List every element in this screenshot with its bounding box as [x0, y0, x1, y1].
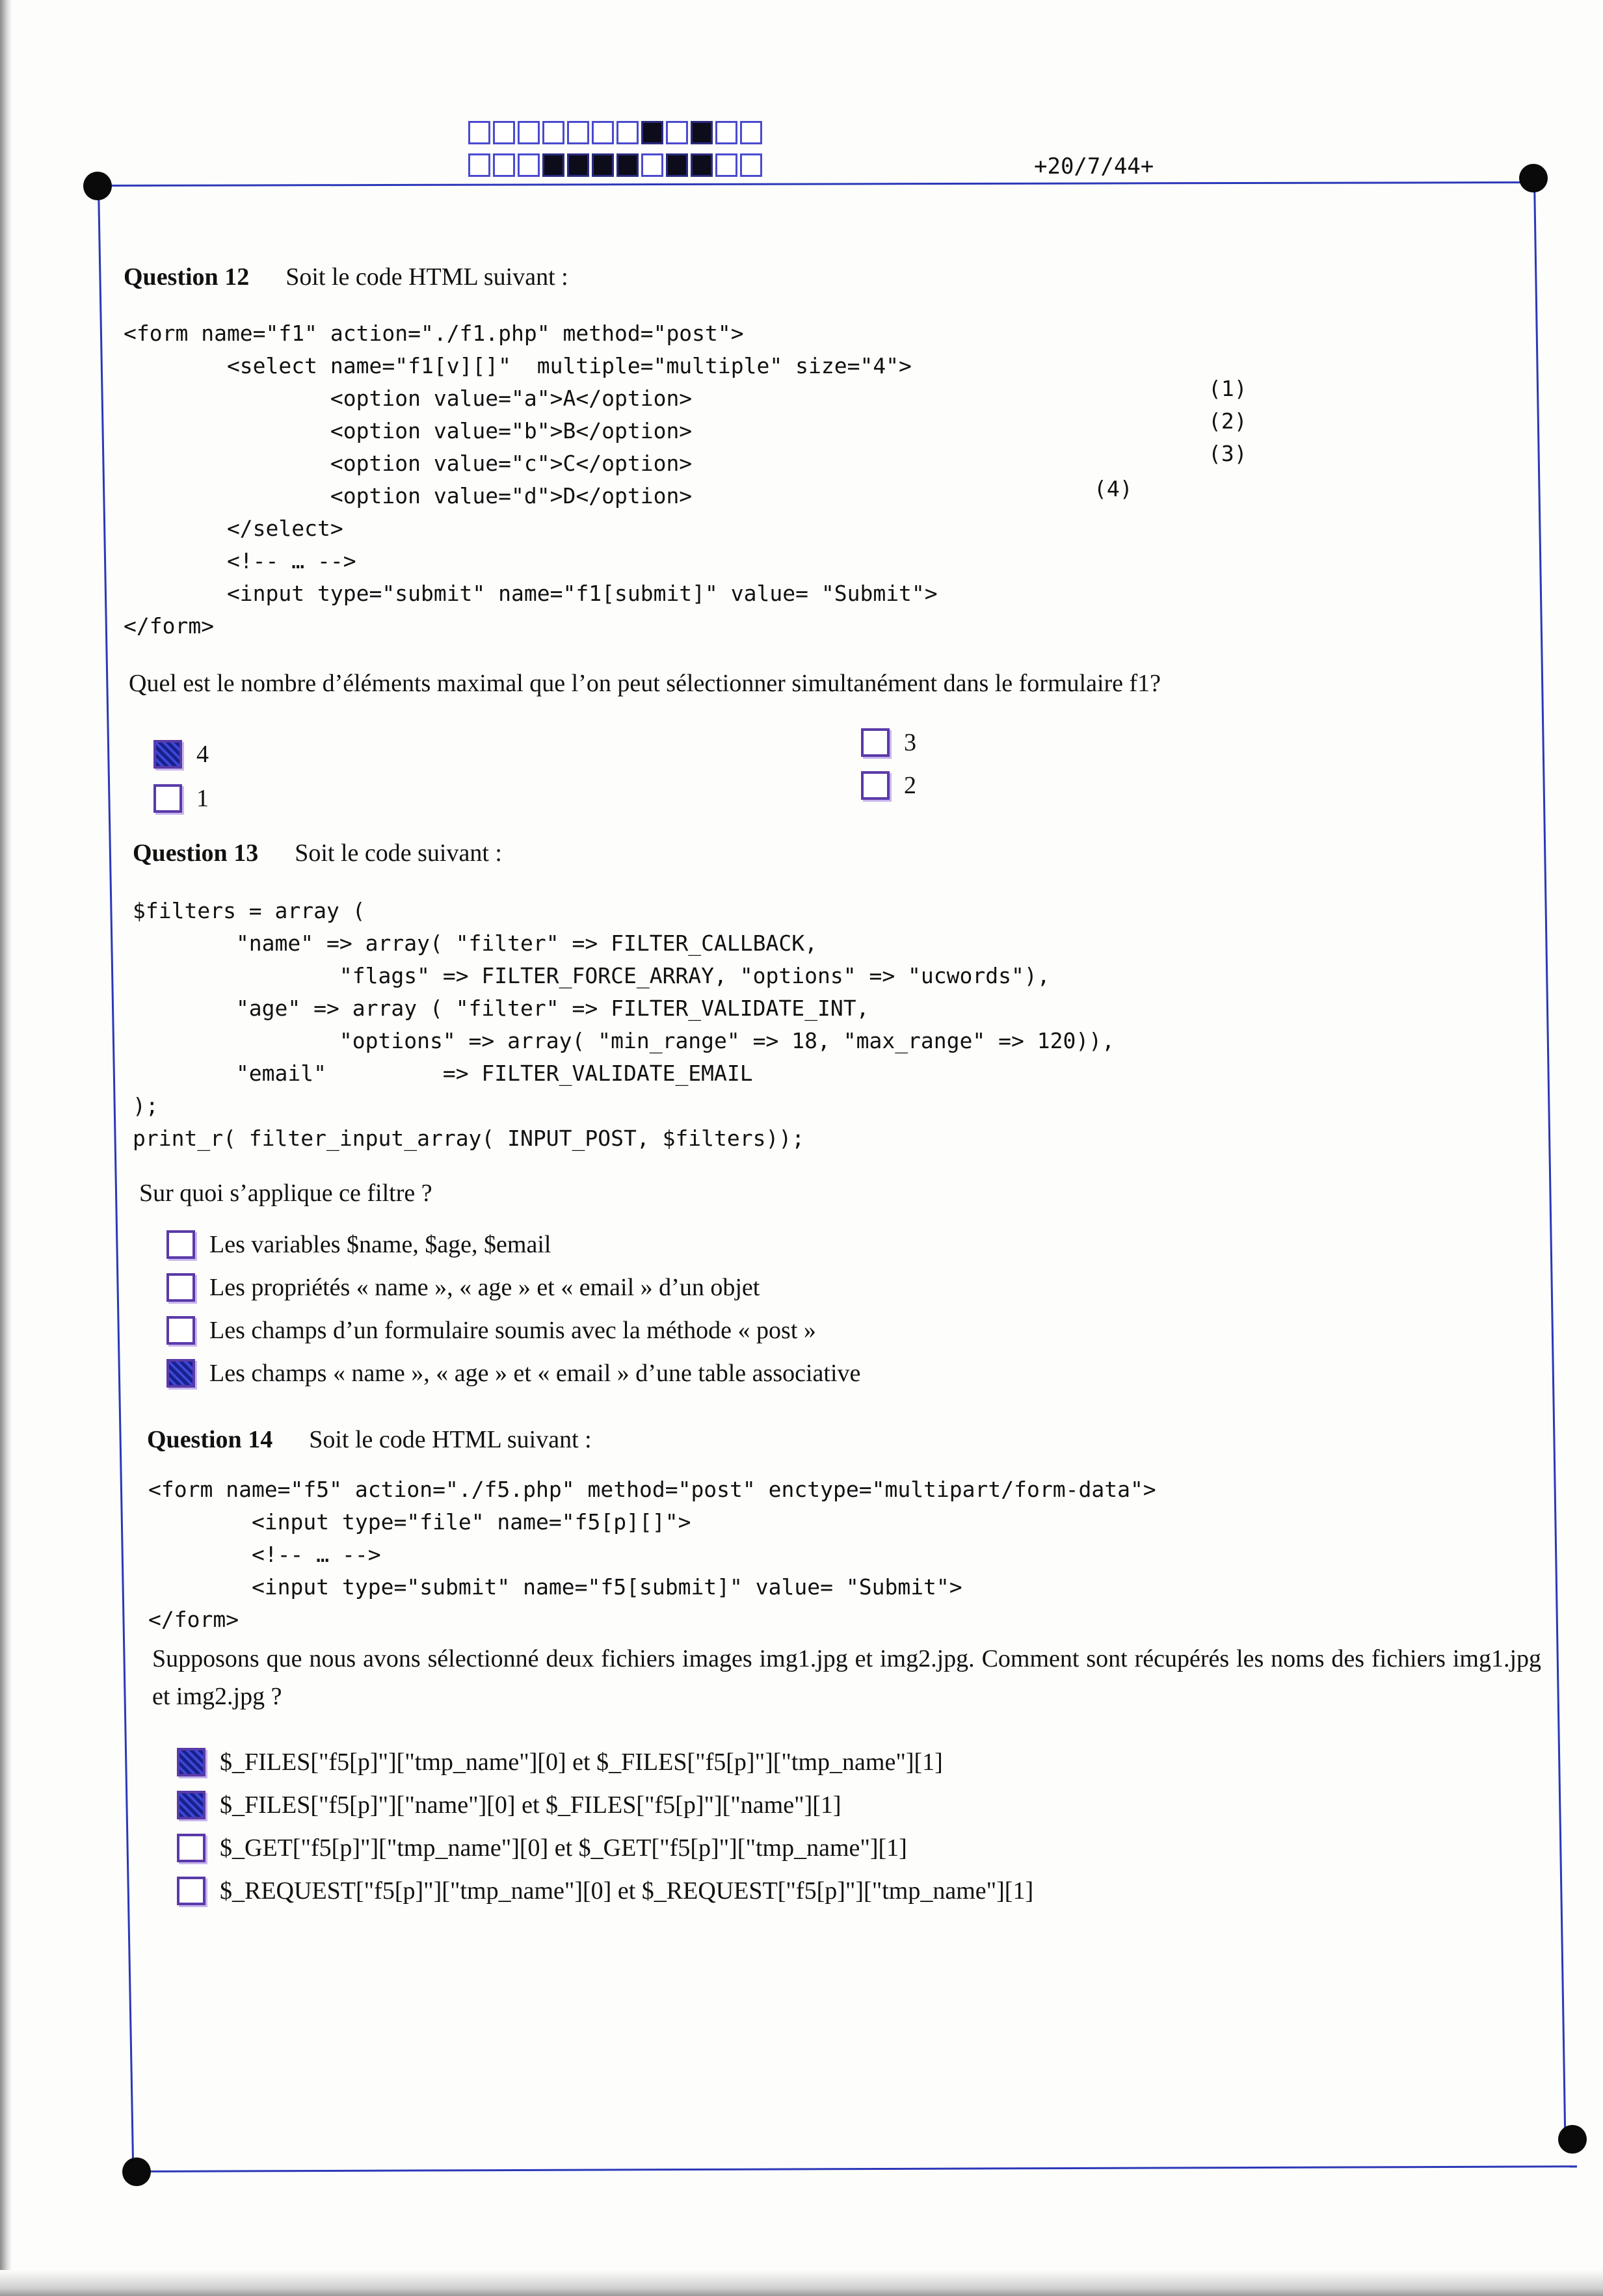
barcode-cell	[641, 121, 663, 144]
checkbox[interactable]	[153, 740, 182, 769]
question-12-text: Quel est le nombre d’éléments maximal que l’on peut sélectionner simultanément dans le formulaire f1?	[129, 670, 1161, 697]
question-14-text: Supposons que nous avons sélectionné deux fichiers images img1.jpg et img2.jpg. Comment sont récupérés les noms des fichiers img1.jpg et img2.jpg ?	[152, 1645, 1541, 1710]
q13-choice-object[interactable]	[166, 1273, 760, 1302]
code-line: </form>	[124, 613, 215, 639]
code-line: <form name="f1" action="./f1.php" method="post">	[124, 321, 744, 346]
q14-choice-files-name[interactable]	[177, 1791, 841, 1819]
choice-label: 4	[196, 741, 209, 768]
corner-marker-bottom-right	[1558, 2125, 1587, 2154]
q14-choice-files-tmp-name[interactable]	[177, 1748, 943, 1776]
code-line: <input type="submit" name="f1[submit]" value= "Submit">	[124, 581, 938, 606]
choice-label: Les champs « name », « age » et « email » d’une table associative	[209, 1360, 861, 1387]
code-line: <option value="b">B</option>	[124, 418, 693, 443]
choice-label: Les variables $name, $age, $email	[209, 1231, 551, 1258]
question-14-code	[148, 1473, 1156, 1636]
code-line: <input type="file" name="f5[p][]">	[148, 1509, 691, 1535]
question-12-intro: Soit le code HTML suivant :	[285, 263, 568, 291]
frame-top-line	[98, 181, 1535, 187]
code-line: </select>	[124, 516, 343, 541]
line-tag-2: (2)	[1208, 408, 1247, 434]
checkbox[interactable]	[166, 1359, 195, 1388]
code-line: <!-- … -->	[148, 1542, 381, 1567]
q13-choice-variables[interactable]	[166, 1230, 551, 1259]
barcode-cell	[616, 153, 639, 177]
question-14-intro: Soit le code HTML suivant :	[309, 1426, 592, 1453]
choice-label: 1	[196, 785, 209, 812]
frame-right-line	[1533, 179, 1566, 2143]
q13-choice-form-post[interactable]	[166, 1316, 816, 1345]
choice-label: $_REQUEST["f5[p]"]["tmp_name"][0] et $_REQUEST["f5[p]"]["tmp_name"][1]	[220, 1877, 1034, 1905]
code-line: <option value="c">C</option>	[124, 451, 693, 476]
q13-choice-assoc-table[interactable]	[166, 1359, 860, 1388]
code-line: );	[133, 1093, 159, 1118]
q12-choice-4[interactable]	[153, 740, 209, 769]
page-id: +20/7/44+	[1034, 153, 1154, 179]
code-line: "options" => array( "min_range" => 18, "max_range" => 120)),	[133, 1028, 1115, 1053]
barcode-cell	[468, 121, 490, 144]
choice-label: $_FILES["f5[p]"]["name"][0] et $_FILES["f5[p]"]["name"][1]	[220, 1791, 841, 1819]
checkbox[interactable]	[861, 771, 890, 800]
code-line: <input type="submit" name="f5[submit]" value= "Submit">	[148, 1574, 962, 1600]
barcode-cell	[567, 121, 589, 144]
barcode-cell	[715, 153, 737, 177]
line-tag-3: (3)	[1208, 441, 1247, 466]
question-13-text: Sur quoi s’applique ce filtre ?	[139, 1180, 432, 1207]
q12-choice-1[interactable]	[153, 784, 209, 813]
checkbox[interactable]	[153, 784, 182, 813]
barcode-cell	[493, 153, 515, 177]
barcode-cell	[518, 153, 540, 177]
corner-marker-bottom-left	[122, 2157, 151, 2186]
choice-label: 2	[904, 772, 916, 799]
id-barcode-bottom	[468, 153, 762, 177]
question-13-heading	[133, 839, 502, 867]
checkbox[interactable]	[177, 1877, 205, 1905]
barcode-cell	[666, 153, 688, 177]
code-line: <option value="d">D</option>	[124, 483, 693, 508]
barcode-cell	[691, 153, 713, 177]
question-14	[147, 1425, 592, 1454]
code-line: "email" => FILTER_VALIDATE_EMAIL	[133, 1061, 753, 1086]
question-13	[133, 839, 502, 867]
code-line: "flags" => FILTER_FORCE_ARRAY, "options" => "ucwords"),	[133, 963, 1050, 988]
choice-label: $_FILES["f5[p]"]["tmp_name"][0] et $_FILES["f5[p]"]["tmp_name"][1]	[220, 1748, 943, 1776]
corner-marker-top-right	[1519, 164, 1548, 192]
checkbox[interactable]	[166, 1316, 195, 1345]
code-line: <select name="f1[v][]" multiple="multiple" size="4">	[124, 353, 912, 378]
question-12-code	[124, 317, 938, 642]
barcode-cell	[666, 121, 688, 144]
line-tag-1: (1)	[1208, 376, 1247, 401]
question-12-heading	[124, 263, 568, 291]
choice-label: 3	[904, 729, 916, 756]
q14-choice-request[interactable]	[177, 1877, 1033, 1905]
checkbox[interactable]	[177, 1748, 205, 1776]
barcode-cell	[641, 153, 663, 177]
question-14-label: Question 14	[147, 1426, 273, 1453]
checkbox[interactable]	[177, 1834, 205, 1862]
barcode-cell	[493, 121, 515, 144]
checkbox[interactable]	[166, 1273, 195, 1302]
code-line: </form>	[148, 1607, 239, 1632]
barcode-cell	[691, 121, 713, 144]
line-tag-4: (4)	[1094, 476, 1133, 501]
corner-marker-top-left	[83, 172, 112, 200]
question-13-intro: Soit le code suivant :	[295, 839, 502, 867]
scan-bottom-shadow	[0, 2270, 1603, 2296]
code-line: "age" => array ( "filter" => FILTER_VALIDATE_INT,	[133, 996, 869, 1021]
question-13-label: Question 13	[133, 839, 259, 867]
question-12-label: Question 12	[124, 263, 250, 291]
scan-edge-shadow	[0, 0, 12, 2296]
barcode-cell	[740, 153, 762, 177]
question-12	[124, 263, 568, 291]
barcode-cell	[542, 153, 564, 177]
question-13-code	[133, 895, 1115, 1155]
barcode-cell	[542, 121, 564, 144]
code-line: $filters = array (	[133, 898, 365, 923]
frame-bottom-line	[137, 2165, 1577, 2172]
code-line: <form name="f5" action="./f5.php" method="post" enctype="multipart/form-data">	[148, 1477, 1156, 1502]
barcode-cell	[592, 121, 614, 144]
choice-label: Les champs d’un formulaire soumis avec la méthode « post »	[209, 1317, 816, 1344]
id-barcode-top	[468, 121, 762, 144]
barcode-cell	[715, 121, 737, 144]
q12-choice-3[interactable]	[861, 728, 916, 757]
q14-choice-get[interactable]	[177, 1834, 907, 1862]
checkbox[interactable]	[177, 1791, 205, 1819]
barcode-cell	[518, 121, 540, 144]
checkbox[interactable]	[166, 1230, 195, 1259]
barcode-cell	[567, 153, 589, 177]
code-line: "name" => array( "filter" => FILTER_CALLBACK,	[133, 930, 817, 956]
choice-label: $_GET["f5[p]"]["tmp_name"][0] et $_GET["f5[p]"]["tmp_name"][1]	[220, 1834, 907, 1862]
barcode-cell	[616, 121, 639, 144]
barcode-cell	[468, 153, 490, 177]
code-line: <!-- … -->	[124, 548, 356, 574]
q12-choice-2[interactable]	[861, 771, 916, 800]
choice-label: Les propriétés « name », « age » et « email » d’un objet	[209, 1274, 760, 1301]
code-line: print_r( filter_input_array( INPUT_POST, $filters));	[133, 1126, 805, 1151]
checkbox[interactable]	[861, 728, 890, 757]
question-14-heading	[147, 1425, 592, 1454]
barcode-cell	[592, 153, 614, 177]
code-line: <option value="a">A</option>	[124, 386, 693, 411]
barcode-cell	[740, 121, 762, 144]
